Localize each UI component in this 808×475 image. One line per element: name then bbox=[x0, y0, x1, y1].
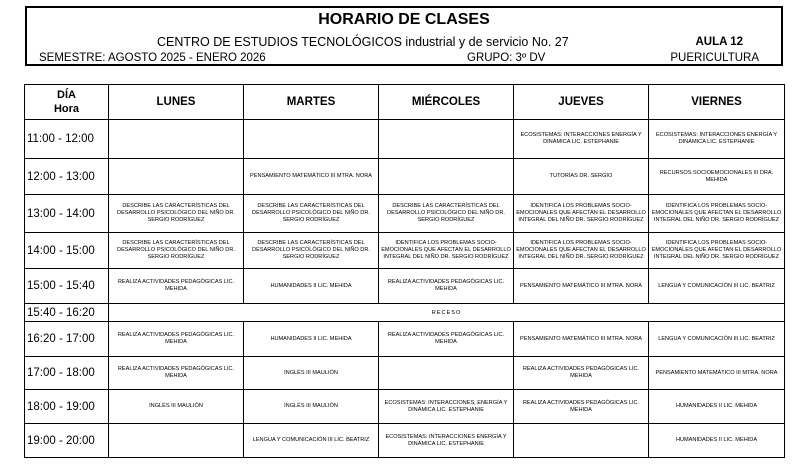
class-cell: DESCRIBE LAS CARACTERÍSTICAS DEL DESARROLLO PSICOLÓGICO DEL NIÑO DR. SERGIO RODRÍGUEZ bbox=[244, 233, 379, 269]
class-cell: ECOSISTEMAS: INTERACCIONES ENERGÍA Y DINÁMICA LIC. ESTEPHANIE bbox=[379, 424, 514, 458]
class-cell: HUMANIDADES II LIC. MEHIDA bbox=[649, 390, 785, 424]
table-row bbox=[25, 233, 785, 269]
time-slot: 16:20 - 17:00 bbox=[25, 322, 109, 357]
day-header-wednesday: MIÉRCOLES bbox=[379, 85, 514, 120]
class-cell: LENGUA Y COMUNICACIÓN III LIC. BEATRIZ bbox=[244, 424, 379, 458]
table-row bbox=[25, 120, 785, 159]
class-cell: PENSAMIENTO MATEMÁTICO III MTRA. NORA bbox=[514, 269, 649, 304]
class-cell: HUMANIDADES II LIC. MEHIDA bbox=[244, 322, 379, 357]
class-cell bbox=[379, 357, 514, 390]
class-cell bbox=[109, 159, 244, 195]
class-cell: REALIZA ACTIVIDADES PEDAGÓGICAS LIC. MEHIDA bbox=[379, 269, 514, 304]
class-cell: REALIZA ACTIVIDADES PEDAGÓGICAS LIC. MEHIDA bbox=[109, 322, 244, 357]
semester-label: SEMESTRE: AGOSTO 2025 - ENERO 2026 bbox=[39, 52, 266, 64]
class-cell: IDENTIFICA LOS PROBLEMAS SOCIO-EMOCIONALES QUE AFECTAN EL DESARROLLO INTEGRAL DEL NIÑO DR. SERGIO RODRÍGUEZ bbox=[514, 233, 649, 269]
class-cell: REALIZA ACTIVIDADES PEDAGÓGICAS LIC. MEHIDA bbox=[109, 269, 244, 304]
schedule-table bbox=[24, 84, 785, 458]
table-row bbox=[25, 159, 785, 195]
class-cell: INGLÉS III MAULIÓN bbox=[244, 390, 379, 424]
specialty-label: PUERICULTURA bbox=[670, 52, 759, 64]
class-cell bbox=[109, 424, 244, 458]
class-cell: HUMANIDADES II LIC. MEHIDA bbox=[244, 269, 379, 304]
time-slot: 12:00 - 13:00 bbox=[25, 159, 109, 195]
class-cell: REALIZA ACTIVIDADES PEDAGÓGICAS LIC. MEHIDA bbox=[514, 390, 649, 424]
class-cell: ECOSISTEMAS: INTERACCIONES ENERGÍA Y DINÁMICA LIC. ESTEPHANIE bbox=[514, 120, 649, 159]
table-row bbox=[25, 357, 785, 390]
class-cell bbox=[379, 159, 514, 195]
class-cell: DESCRIBE LAS CARACTERÍSTICAS DEL DESARROLLO PSICOLÓGICO DEL NIÑO DR. SERGIO RODRÍGUEZ bbox=[244, 195, 379, 233]
day-header-friday: VIERNES bbox=[649, 85, 785, 120]
class-cell: ECOSISTEMAS: INTERACCIONES ENERGÍA Y DINÁMICA LIC. ESTEPHANIE bbox=[649, 120, 785, 159]
class-cell: REALIZA ACTIVIDADES PEDAGÓGICAS LIC. MEHIDA bbox=[379, 322, 514, 357]
class-cell: PENSAMIENTO MATEMÁTICO III MTRA. NORA bbox=[514, 322, 649, 357]
table-header-row bbox=[25, 85, 785, 120]
class-cell: IDENTIFICA LOS PROBLEMAS SOCIO-EMOCIONALES QUE AFECTAN EL DESARROLLO INTEGRAL DEL NIÑO DR. SERGIO RODRÍGUEZ bbox=[379, 233, 514, 269]
recess-cell: RECESO bbox=[109, 304, 785, 322]
day-header-monday: LUNES bbox=[109, 85, 244, 120]
class-cell: IDENTIFICA LOS PROBLEMAS SOCIO-EMOCIONALES QUE AFECTAN EL DESARROLLO INTEGRAL DEL NIÑO DR. SERGIO RODRÍGUEZ bbox=[649, 195, 785, 233]
time-slot: 19:00 - 20:00 bbox=[25, 424, 109, 458]
class-cell: INGLÉS III MAULIÓN bbox=[244, 357, 379, 390]
class-cell: PENSAMIENTO MATEMÁTICO III MTRA. NORA bbox=[649, 357, 785, 390]
class-cell: REALIZA ACTIVIDADES PEDAGÓGICAS LIC. MEHIDA bbox=[514, 357, 649, 390]
class-cell: REALIZA ACTIVIDADES PEDAGÓGICAS LIC. MEHIDA bbox=[109, 357, 244, 390]
class-cell: PENSAMIENTO MATEMÁTICO III MTRA. NORA bbox=[244, 159, 379, 195]
table-row bbox=[25, 390, 785, 424]
page-title: HORARIO DE CLASES bbox=[318, 11, 490, 28]
class-cell: RECURSOS SOCIOEMOCIONALES III DRA. MEHIDA bbox=[649, 159, 785, 195]
time-slot: 11:00 - 12:00 bbox=[25, 120, 109, 159]
table-row bbox=[25, 195, 785, 233]
class-cell: ECOSISTEMAS: INTERACCIONES, ENERGÍA Y DINÁMICA LIC. ESTEPHANIE bbox=[379, 390, 514, 424]
corner-header bbox=[25, 85, 109, 120]
class-cell: HUMANIDADES II LIC. MEHIDA bbox=[649, 424, 785, 458]
class-cell bbox=[379, 120, 514, 159]
class-cell: DESCRIBE LAS CARACTERÍSTICAS DEL DESARROLLO PSICOLÓGICO DEL NIÑO DR. SERGIO RODRÍGUEZ bbox=[109, 195, 244, 233]
table-row bbox=[25, 424, 785, 458]
time-slot: 14:00 - 15:00 bbox=[25, 233, 109, 269]
schedule-header bbox=[25, 6, 783, 66]
class-cell bbox=[244, 120, 379, 159]
recess-row bbox=[25, 304, 785, 322]
day-header-thursday: JUEVES bbox=[514, 85, 649, 120]
school-name: CENTRO DE ESTUDIOS TECNOLÓGICOS industrial y de servicio No. 27 bbox=[157, 35, 569, 49]
day-header-tuesday: MARTES bbox=[244, 85, 379, 120]
time-slot: 15:40 - 16:20 bbox=[25, 304, 109, 322]
table-row bbox=[25, 322, 785, 357]
class-cell bbox=[514, 424, 649, 458]
time-slot: 18:00 - 19:00 bbox=[25, 390, 109, 424]
class-cell: DESCRIBE LAS CARACTERÍSTICAS DEL DESARROLLO PSICOLÓGICO DEL NIÑO DR. SERGIO RODRÍGUEZ bbox=[379, 195, 514, 233]
class-cell: LENGUA Y COMUNICACIÓN III LIC. BEATRIZ bbox=[649, 322, 785, 357]
time-slot: 13:00 - 14:00 bbox=[25, 195, 109, 233]
class-cell: IDENTIFICA LOS PROBLEMAS SOCIO-EMOCIONALES QUE AFECTAN EL DESARROLLO INTEGRAL DEL NIÑO DR. SERGIO RODRÍGUEZ bbox=[514, 195, 649, 233]
time-slot: 17:00 - 18:00 bbox=[25, 357, 109, 390]
class-cell: INGLÉS III MAULIÓN bbox=[109, 390, 244, 424]
group-label: GRUPO: 3º DV bbox=[467, 52, 546, 64]
time-slot: 15:00 - 15:40 bbox=[25, 269, 109, 304]
class-cell: LENGUA Y COMUNICACIÓN III LIC. BEATRIZ bbox=[649, 269, 785, 304]
corner-hour-label: Hora bbox=[53, 103, 80, 115]
class-cell: IDENTIFICA LOS PROBLEMAS SOCIO-EMOCIONALES QUE AFECTAN EL DESARROLLO INTEGRAL DEL NIÑO DR. SERGIO RODRÍGUEZ bbox=[649, 233, 785, 269]
table-row bbox=[25, 269, 785, 304]
classroom-label: AULA 12 bbox=[695, 36, 743, 48]
class-cell: TUTORÍAS DR. SERGIO bbox=[514, 159, 649, 195]
class-cell: DESCRIBE LAS CARACTERÍSTICAS DEL DESARROLLO PSICOLÓGICO DEL NIÑO DR. SERGIO RODRÍGUEZ bbox=[109, 233, 244, 269]
class-cell bbox=[109, 120, 244, 159]
corner-day-label: DÍA bbox=[57, 89, 76, 101]
